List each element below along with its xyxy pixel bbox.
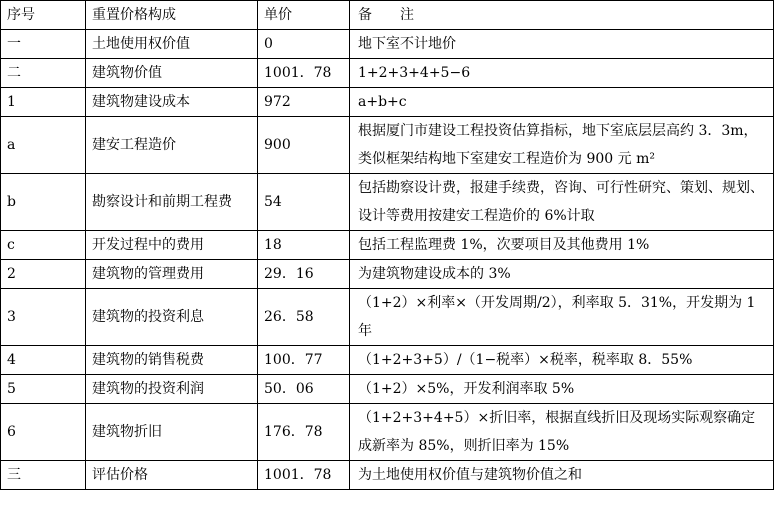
table-row (1, 59, 774, 88)
row-note: （1+2+3+4+5）×折旧率，根据直线折旧及现场实际观察确定成新率为 85%，则折旧率为 15% (350, 404, 774, 461)
header-price: 单价 (258, 1, 350, 30)
header-item: 重置价格构成 (86, 1, 258, 30)
table-row (1, 461, 774, 490)
row-note: 根据厦门市建设工程投资估算指标，地下室底层层高约 3．3m，类似框架结构地下室建安工程造价为 900 元 m² (350, 117, 774, 174)
row-item: 开发过程中的费用 (86, 231, 258, 260)
row-no: 二 (1, 59, 86, 88)
row-item: 建筑物的销售税费 (86, 346, 258, 375)
header-row (1, 1, 774, 30)
header-no: 序号 (1, 1, 86, 30)
row-no: a (1, 117, 86, 174)
table-row (1, 174, 774, 231)
row-note: a+b+c (350, 88, 774, 117)
row-note: 包括工程监理费 1%，次要项目及其他费用 1% (350, 231, 774, 260)
row-item: 建筑物的管理费用 (86, 260, 258, 289)
row-note: 为建筑物建设成本的 3% (350, 260, 774, 289)
row-note: 为土地使用权价值与建筑物价值之和 (350, 461, 774, 490)
row-no: 三 (1, 461, 86, 490)
row-item: 建筑物价值 (86, 59, 258, 88)
row-note: （1+2）×利率×（开发周期/2），利率取 5．31%，开发期为 1 年 (350, 289, 774, 346)
row-no: b (1, 174, 86, 231)
table-row (1, 260, 774, 289)
row-price: 900 (258, 117, 350, 174)
header-note: 备 注 (350, 1, 774, 30)
table-row (1, 346, 774, 375)
row-item: 勘察设计和前期工程费 (86, 174, 258, 231)
row-no: 5 (1, 375, 86, 404)
row-price: 29．16 (258, 260, 350, 289)
table-row (1, 88, 774, 117)
table-row (1, 30, 774, 59)
row-item: 建筑物的投资利润 (86, 375, 258, 404)
row-price: 1001．78 (258, 461, 350, 490)
table-row (1, 231, 774, 260)
row-price: 972 (258, 88, 350, 117)
row-note: 包括勘察设计费，报建手续费，咨询、可行性研究、策划、规划、设计等费用按建安工程造价的 6%计取 (350, 174, 774, 231)
table-row (1, 404, 774, 461)
row-price: 18 (258, 231, 350, 260)
row-price: 0 (258, 30, 350, 59)
row-note: 1+2+3+4+5−6 (350, 59, 774, 88)
row-price: 54 (258, 174, 350, 231)
row-no: 6 (1, 404, 86, 461)
row-item: 建安工程造价 (86, 117, 258, 174)
row-price: 100．77 (258, 346, 350, 375)
row-price: 176．78 (258, 404, 350, 461)
row-note: 地下室不计地价 (350, 30, 774, 59)
row-note: （1+2+3+5）/（1−税率）×税率，税率取 8．55% (350, 346, 774, 375)
row-no: 4 (1, 346, 86, 375)
row-no: c (1, 231, 86, 260)
row-item: 评估价格 (86, 461, 258, 490)
table-row (1, 289, 774, 346)
row-price: 26．58 (258, 289, 350, 346)
row-price: 50．06 (258, 375, 350, 404)
row-no: 2 (1, 260, 86, 289)
row-no: 一 (1, 30, 86, 59)
row-item: 建筑物建设成本 (86, 88, 258, 117)
row-item: 土地使用权价值 (86, 30, 258, 59)
row-item: 建筑物的投资利息 (86, 289, 258, 346)
table-row (1, 375, 774, 404)
row-item: 建筑物折旧 (86, 404, 258, 461)
row-no: 3 (1, 289, 86, 346)
row-no: 1 (1, 88, 86, 117)
row-price: 1001．78 (258, 59, 350, 88)
row-note: （1+2）×5%，开发利润率取 5% (350, 375, 774, 404)
table-row (1, 117, 774, 174)
